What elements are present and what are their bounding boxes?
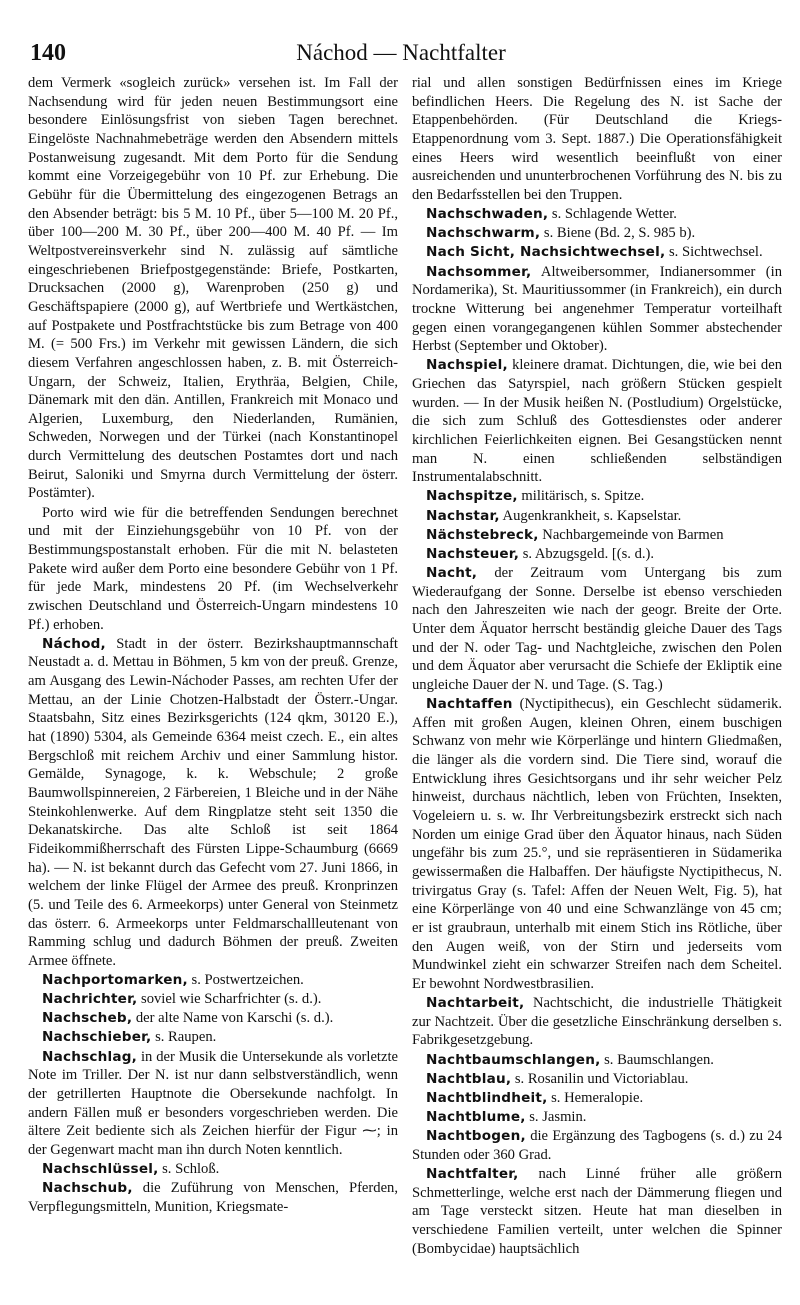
- entry-text: s. Abzugsgeld. [(s. d.).: [519, 545, 655, 562]
- dictionary-entry: [412, 695, 782, 994]
- entry-text: der alte Name von Karschi (s. d.).: [132, 1010, 334, 1027]
- entry-headword: Nachstar,: [426, 507, 500, 524]
- entry-headword: Nachtfalter,: [426, 1166, 519, 1183]
- entry-text: rial und allen sonstigen Bedürfnissen eines im Kriege befindlichen Heers. Die Regelung des N. ist Sache der Etappenbehörden. (Für Deutschland die Kriegs-Etappenordnung vom 3. Sept. 1887.) Die Operationsfähigkeit eines Heers wird wesentlich beeinflußt von einer ausreichenden und ununterbrochenen Vorführung des N. bis zu den Bedarfsstellen bei den Truppen.: [412, 75, 782, 203]
- entry-text: s. Raupen.: [151, 1029, 217, 1046]
- entry-headword: Nachspiel,: [426, 357, 508, 374]
- entry-headword: Nacht,: [426, 565, 478, 582]
- entry-headword: Nachspitze,: [426, 488, 518, 505]
- left-column: [28, 74, 398, 1301]
- entry-text: s. Jasmin.: [525, 1109, 587, 1126]
- entry-headword: Nachtaffen: [426, 696, 513, 713]
- entry-text: s. Schloß.: [158, 1161, 220, 1178]
- entry-headword: Nachschub,: [42, 1180, 133, 1197]
- running-title: Náchod — Nachtfalter: [296, 40, 506, 65]
- entry-text: die Ergänzung des Tagbogens (s. d.) zu 24 Stunden oder 360 Grad.: [412, 1128, 782, 1163]
- entry-headword: Nachtarbeit,: [426, 995, 525, 1012]
- dictionary-entry: [412, 1165, 782, 1258]
- dictionary-entry: [412, 487, 782, 506]
- entry-text: militärisch, s. Spitze.: [517, 488, 645, 505]
- entry-text: s. Postwertzeichen.: [187, 972, 304, 988]
- entry-headword: Nachtblume,: [426, 1109, 526, 1126]
- right-column: [412, 74, 782, 1301]
- dictionary-entry: [412, 994, 782, 1050]
- entry-headword: Nachsteuer,: [426, 545, 520, 562]
- dictionary-entry: [412, 243, 782, 262]
- dictionary-entry: [28, 1048, 398, 1160]
- dictionary-entry: [28, 1009, 398, 1028]
- dictionary-entry: [28, 990, 398, 1009]
- dictionary-entry: [412, 224, 782, 243]
- dictionary-entry: [412, 1051, 782, 1070]
- paragraph: [28, 504, 398, 635]
- dictionary-entry: [412, 356, 782, 487]
- dictionary-entry: [412, 1108, 782, 1127]
- entry-headword: Nachschlag,: [42, 1048, 138, 1065]
- dictionary-entry: [412, 1089, 782, 1108]
- paragraph: [28, 74, 398, 503]
- entry-headword: Nachtblindheit,: [426, 1089, 548, 1106]
- entry-text: s. Baumschlangen.: [600, 1051, 714, 1068]
- entry-headword: Nachschieber,: [42, 1029, 152, 1046]
- entry-headword: Nächstebreck,: [426, 526, 539, 543]
- dictionary-entry: [28, 1160, 398, 1179]
- dictionary-entry: [28, 635, 398, 971]
- entry-headword: Nach Sicht, Nachsichtwechsel,: [426, 244, 666, 261]
- entry-text: in der Musik die Untersekunde als vorletzte Note im Triller. Der N. ist nur dann selbstverständlich, wenn der getrillerten Hauptnote die Obersekunde nachfolgt. In andern Fällen muß er besonders vorgeschrieben werden. Die ältere Zeit bediente sich als Zeichen hierfür der Figur ⁓; in der Gegenwart macht man ihn durch Noten kenntlich.: [28, 1048, 398, 1158]
- dictionary-entry: [28, 1028, 398, 1047]
- entry-text: Porto wird wie für die betreffenden Sendungen berechnet und mit der Einziehungsgebühr von 10 Pf. von der Bestimmungspostanstalt erhoben. Für die mit N. belasteten Pakete wird außer dem Porto eine besondere Gebühr von 1 Pf. für jede Mark, mindestens 20 Pf. (im Wechselverkehr zwischen Deutschland und Österreich-Ungarn mindestens 10 Pf.) erhoben.: [28, 504, 398, 633]
- dictionary-entry: [28, 1179, 398, 1216]
- entry-headword: Nachtblau,: [426, 1070, 512, 1087]
- entry-text: Augenkrankheit, s. Kapselstar.: [499, 507, 682, 524]
- dictionary-entry: [412, 545, 782, 564]
- entry-headword: Nachtbaumschlangen,: [426, 1051, 601, 1068]
- entry-text: die Zuführung von Menschen, Pferden, Verpflegungsmitteln, Munition, Kriegsmate-: [28, 1180, 398, 1215]
- entry-text: soviel wie Scharfrichter (s. d.).: [137, 991, 322, 1008]
- dictionary-entry: [28, 971, 398, 990]
- entry-text: nach Linné früher alle größern Schmetterlinge, welche erst nach der Dämmerung fliegen und am Tage versteckt sitzen. Heute hat man dieselben in verschiedene Familien verteilt, unter welchen die Spinner (Bombycidae) hauptsächlich: [412, 1166, 782, 1257]
- entry-headword: Nachportomarken,: [42, 972, 188, 988]
- entry-text: Stadt in der österr. Bezirkshauptmannschaft Neustadt a. d. Mettau in Böhmen, 5 km von der preuß. Grenze, am Ausgang des Lewin-Náchoder Passes, am rechten Ufer der Mettau, an der Linie Chotzen-Halbstadt der Österr.-Ungar. Staatsbahn, Sitz eines Bezirksgerichts (124 qkm, 30120 E.), hat (1890) 5304, als Gemeinde 6364 meist czech. E., ein altes Bergschloß mit reichem Archiv und einer Sammlung histor. Gemälde, Synagoge, k. k. Webschule; 2 große Baumwollspinnereien, 2 Färbereien, 1 Bleiche und in der Nähe Steinkohlenwerke. Auf dem Ringplatze steht seit 1350 die Dekanatskirche. Das alte Schloß ist seit 1864 Fideikommißherrschaft des Fürsten Lippe-Schaumburg (6669 ha). — N. ist bekannt durch das Gefecht vom 27. Juni 1866, in welchem der linke Flügel der Armee des preuß. Kronprinzen (5. und Teile des 6. Armeekorps) unter General von Steinmetz das österr. 6. Armeekorps unter Feldmarschallleutenant von Ramming schlug und dadurch Böhmen der preuß. Zweiten Armee öffnete.: [28, 635, 398, 969]
- dictionary-entry: [412, 526, 782, 545]
- entry-headword: Nachscheb,: [42, 1010, 133, 1027]
- page-number: 140: [30, 40, 66, 66]
- dictionary-entry: [412, 1070, 782, 1089]
- dictionary-entry: [412, 564, 782, 695]
- entry-headword: Nachschlüssel,: [42, 1161, 159, 1178]
- entry-headword: Nachtbogen,: [426, 1128, 526, 1145]
- entry-text: s. Biene (Bd. 2, S. 985 b).: [540, 225, 696, 242]
- entry-text: s. Schlagende Wetter.: [548, 206, 677, 223]
- entry-text: (Nyctipithecus), ein Geschlecht südamerik. Affen mit großen Augen, kleinen Ohren, einem buschigen Schwanz von mehr wie Körperlänge und hintern Gliedmaßen, die länger als die vordern sind. Die Tiere sind, worauf die Entwicklung ihres Gesichtsorgans und ihr sehr weicher Pelz hinweist, durchaus nächtlich, leben von Früchten, Insekten, Vogeleiern u. s. w. Ihr Verbreitungsbezirk erstreckt sich nach Norden um einige Grad über den Äquator hinaus, nach Süden ungefähr bis zum 25.°, und sie repräsentieren in Südamerika gewissermaßen die Halbaffen. Der häufigste Nyctipithecus, N. trivirgatus Gray (s. Tafel: Affen der Neuen Welt, Fig. 5), hat eine Körperlänge von 40 und eine Schwanzlänge von 45 cm; er ist graubraun, unterhalb mit einem Stich ins Rötliche, über den Augen weiß, von der Stirn und jederseits vom Mundwinkel zieht ein schwarzer Streifen nach dem Scheitel. Er bewohnt Nordwestbrasilien.: [412, 696, 782, 992]
- paragraph: [412, 74, 782, 205]
- dictionary-entry: [412, 507, 782, 526]
- dictionary-entry: [412, 205, 782, 224]
- entry-headword: Nachrichter,: [42, 991, 138, 1008]
- entry-headword: Nachschwaden,: [426, 206, 549, 223]
- entry-text: s. Hemeralopie.: [547, 1089, 644, 1106]
- dictionary-entry: [412, 1127, 782, 1164]
- entry-headword: Nachsommer,: [426, 263, 532, 280]
- entry-text: Nachtschicht, die industrielle Thätigkeit zur Nachtzeit. Über die gesetzliche Einschränkung derselben s. Fabrikgesetzgebung.: [412, 995, 782, 1049]
- entry-text: kleinere dramat. Dichtungen, die, wie bei den Griechen das Satyrspiel, nach größern Stücken gespielt wurden. — In der Musik heißen N. (Postludium) Orgelstücke, die sich zum Schluß des Gottesdienstes oder anderer kirchlichen Feierlichkeiten eignen. Bei Gesangstücken nennt man N. einen schließenden selbständigen Instrumentalabschnitt.: [412, 357, 782, 486]
- entry-text: der Zeitraum vom Untergang bis zum Wiederaufgang der Sonne. Derselbe ist ebenso verschieden nach den Jahreszeiten wie nach der geogr. Breite der Orte. Unter dem Äquator herrscht beständig gleiche Dauer des Tags und der N. oder Tag- und Nachtgleiche, zwischen den Polen und dem Äquator aber verursacht die Schiefe der Ekliptik eine ungleiche Dauer der N. und Tage. (S. Tag.): [412, 565, 782, 693]
- entry-headword: Náchod,: [42, 635, 106, 652]
- entry-text: Altweibersommer, Indianersommer (in Nordamerika), St. Mauritiussommer (in Frankreich), ein durch trockne Witterung bei angenehmer Temperatur vorteilhaft gegen einen vorangegangenen kühlen Sommer abstechender Herbst (September und Oktober).: [412, 263, 782, 355]
- entry-headword: Nachschwarm,: [426, 225, 541, 242]
- page-header: [24, 40, 778, 66]
- dictionary-entry: [412, 263, 782, 356]
- text-columns: [28, 74, 782, 1301]
- entry-text: dem Vermerk «sogleich zurück» versehen ist. Im Fall der Nachsendung wird für jeden neuen Bestimmungsort eine besondere Einlösungsfrist von sieben Tagen berechnet. Eingelöste Nachnahmebeträge werden den Absendern mittels Postanweisung zugesandt. Mit dem Porto für die Sendung kommt eine Vorzeigegebühr von 10 Pf. zur Erhebung. Die Gebühr für die Übermittelung des eingezogenen Betrags an den Absender beträgt: bis 5 M. 10 Pf., über 5—100 M. 20 Pf., über 100—200 M. 30 Pf., über 200—400 M. 40 Pf. — Im Weltpostvereinsverkehr sind N. zulässig auf sämtliche eingeschriebenen Briefpostgegenstände: Briefe, Postkarten, Drucksachen (2000 g), Warenproben (250 g) und Geschäftspapiere (2000 g), auf Wertbriefe und Wertkästchen, auf Postpakete und Postfrachtstücke bis zum Betrage von 400 M. (= 500 Frs.) im Verkehr mit gewissen Ländern, die sich diesem Verfahren angeschlossen haben, z. B. mit Österreich-Ungarn, der Schweiz, Italien, Erythräa, Belgien, Chile, Dänemark mit den dän. Antillen, Frankreich mit Monaco und Algerien, Luxemburg, den Niederlanden, Rumänien, Schweden, Norwegen und der Türkei (nach Konstantinopel durch Vermittelung des deutschen Postamtes dort und nach Beirut, Saloniki und Smyrna durch Vermittelung der österr. Postämter).: [28, 75, 398, 502]
- entry-text: s. Rosanilin und Victoriablau.: [511, 1070, 689, 1087]
- entry-text: Nachbargemeinde von Barmen: [538, 526, 724, 543]
- entry-text: s. Sichtwechsel.: [665, 244, 763, 261]
